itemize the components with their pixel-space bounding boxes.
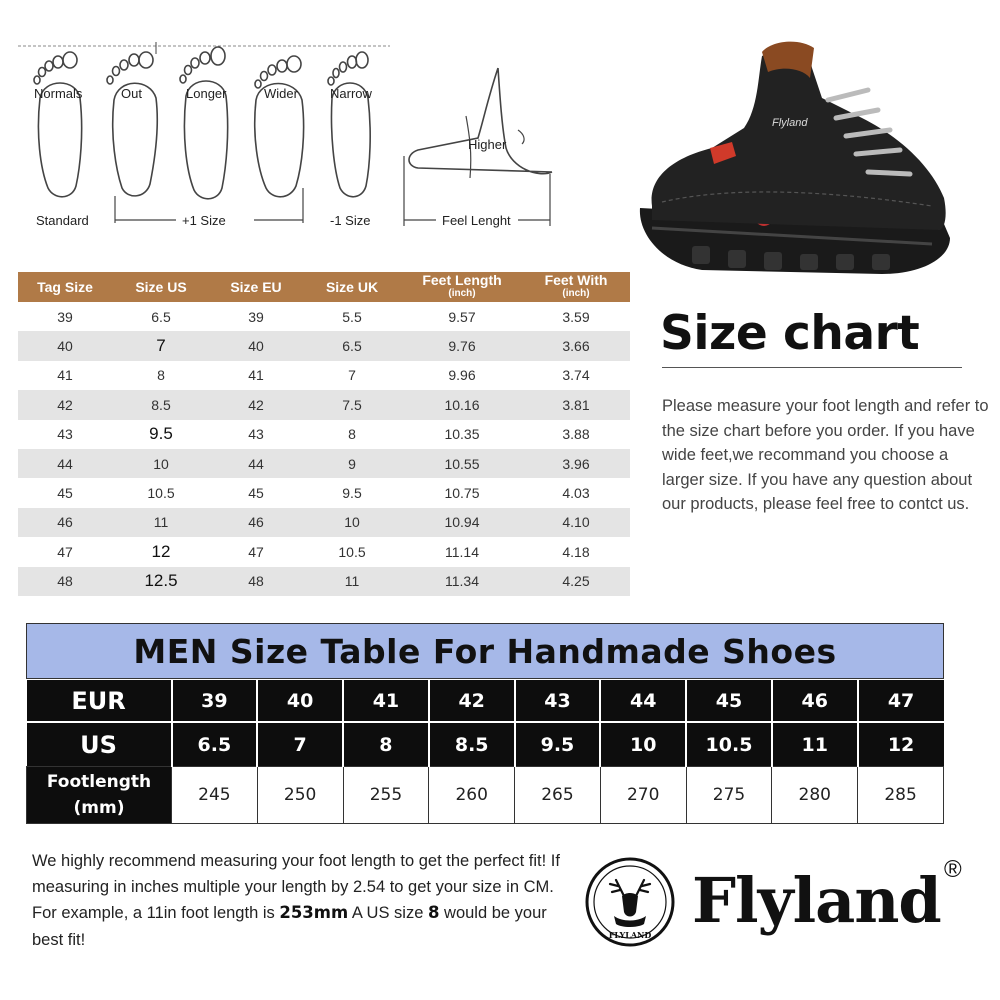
foot-wider-icon [255,56,304,197]
foot-normal-icon [34,52,82,197]
header-feet-width: Feet With (inch) [522,272,630,302]
men-size-table [26,680,944,824]
header-tag-size: Tag Size [18,272,112,302]
foot-longer-icon [180,47,228,199]
label-wider: Wider [264,86,298,101]
us-row: US 6.5 7 8 8.5 9.5 10 10.5 11 12 [27,722,944,767]
row-header-eur: EUR [27,680,172,722]
men-table-title: MEN Size Table For Handmade Shoes [133,631,837,671]
label-minus-one: -1 Size [330,213,371,228]
header-feet-length: Feet Length (inch) [402,272,522,302]
example-us-size: 8 [427,903,440,923]
size-chart-instructions: Please measure your foot length and refer to the size chart before you order. If you have wide feet,we recommand you choose a larger size. If you have any question about our products, please feel free to contct us. [662,397,989,514]
table-row: 48 12.5 48 11 11.34 4.25 [18,567,630,596]
shoe-brand-label: Flyland [772,117,808,129]
label-out: Out [121,86,142,101]
row-header-footlength: Footlength (mm) [27,767,172,824]
foot-side-view-icon [409,68,552,178]
label-standard: Standard [36,213,89,228]
label-longer: Longer [186,86,227,101]
table-row: 44 10 44 9 10.55 3.96 [18,449,630,478]
size-chart-table [18,272,630,596]
logo-text: FLYLAND [608,930,652,940]
table-row: 47 12 47 10.5 11.14 4.18 [57,541,590,561]
header-size-eu: Size EU [210,272,302,302]
label-plus-one: +1 Size [182,213,226,228]
header-size-us: Size US [112,272,210,302]
shoe-image [632,38,952,288]
label-higher: Higher [468,137,507,152]
table-row: 43 9.5 43 8 10.35 3.88 [57,424,590,444]
registered-mark: ® [944,856,962,883]
eur-row: EUR 39 40 41 42 43 44 45 46 47 [27,680,944,722]
size-table-header [18,272,630,302]
table-row: 39 6.5 39 5.5 9.57 3.59 [57,308,590,325]
example-mm: 253mm [279,903,349,923]
foot-narrow-icon [328,52,370,197]
row-header-us: US [27,722,172,767]
table-row: 42 8.5 42 7.5 10.16 3.81 [18,390,630,419]
header-size-uk: Size UK [302,272,402,302]
table-row: 40 7 40 6.5 9.76 3.66 [18,331,630,360]
table-row: 46 11 46 10 10.94 4.10 [18,508,630,537]
brand-name: Flyland [692,864,941,937]
label-normals: Normals [34,86,83,101]
title-divider [662,367,962,368]
label-feel-length: Feel Lenght [442,213,511,228]
foot-out-icon [107,42,157,196]
deer-logo-icon [584,856,676,948]
footlength-row: Footlength (mm) 245 250 255 260 265 270 275 280 285 [27,767,944,824]
size-chart-title: Size chart [660,306,920,361]
label-narrow: Narrow [330,86,372,101]
measurement-recommendation: We highly recommend measuring your foot length to get the perfect fit! If measuring in inches multiple your length by 2.54 to get your size in CM. For example, a 11in foot length is 253mm A US size 8 would be your best fit! [32,852,560,949]
table-row: 45 10.5 45 9.5 10.75 4.03 [57,485,590,502]
foot-shape-diagram [18,38,578,238]
men-table-title-bar [26,623,944,679]
table-row: 41 8 41 7 9.96 3.74 [57,367,590,384]
